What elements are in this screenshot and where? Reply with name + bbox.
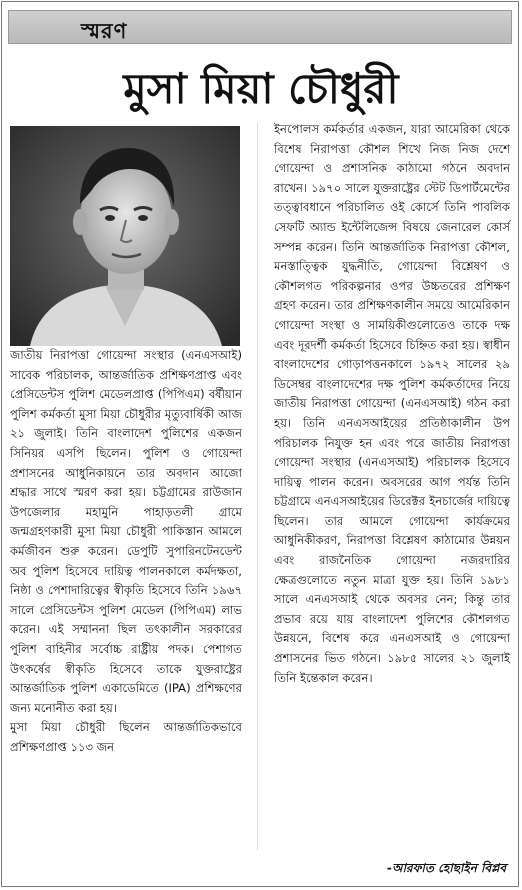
- article-headline: মুসা মিয়া চৌধুরী: [123, 64, 399, 113]
- author-byline: -আরফাত হোছাইন বিপ্লব: [387, 861, 506, 875]
- body-paragraph: ইনপোলস কর্মকর্তার একজন, যারা আমেরিকা থেকে বিশেষ নিরাপত্তা কৌশল শিখে নিজ নিজ দেশে গোয়েন্দা ও প্রশাসনিক কাঠামো গঠনে অবদান রাখেন। ১৯৭০ সালে যুক্তরাষ্ট্রের স্টেট ডিপার্টমেন্টের তত্ত্বাবধানে পরিচালিত ওই কোর্সে তিনি পাবলিক সেফটি অ্যান্ড ইন্টেলিজেন্স বিষয়ে জেনারেল কোর্স সম্পন্ন করেন। তিনি আন্তর্জাতিক নিরাপত্তা কৌশল, মনস্তাত্ত্বিক যুদ্ধনীতি, গোয়েন্দা বিশ্লেষণ ও কৌশলগত পরিকল্পনার ওপর উচ্চতরের প্রশিক্ষণ গ্রহণ করেন। তার প্রশিক্ষণকালীন সময়ে আমেরিকান গোয়েন্দা সংস্থা ও সাময়িকীগুলোতেও তাকে দক্ষ এবং দূরদর্শী কর্মকর্তা হিসেবে চিহ্নিত করা হয়। স্বাধীন বাংলাদেশের গোড়াপত্তনকালে ১৯৭২ সালের ২৯ ডিসেম্বর বাংলাদেশের দক্ষ পুলিশ কর্মকর্তাদের নিয়ে জাতীয় নিরাপত্তা গোয়েন্দা (এনএসআই) গঠন করা হয়। তিনি এনএসআইয়ের প্রতিষ্ঠাকালীন উপ পরিচালক নিযুক্ত হন এবং পরে জাতীয় নিরাপত্তা গোয়েন্দা সংস্থার (এনএসআই) পরিচালক হিসেবে দায়িত্ব পালন করেন। অবসরের আগ পর্যন্ত তিনি চট্টগ্রামে এনএসআইয়ের ডিরেক্টর ইনচার্জের দায়িত্বে ছিলেন। তার আমলে গোয়েন্দা কার্যক্রমের আধুনিকীকরণ, নিরাপত্তা বিশ্লেষণ কাঠামোর উন্নয়ন এবং রাজনৈতিক গোয়েন্দা নজরদারির ক্ষেত্রগুলোতে নতুন মাত্রা যুক্ত হয়। তিনি ১৯৮১ সালে এনএসআই থেকে অবসর নেন; কিন্তু তার প্রভাব রয়ে যায় বাংলাদেশ পুলিশের কৌশলগত উন্নয়নে, বিশেষ করে এনএসআই ও গোয়েন্দা প্রশাসনের ভিত গঠনে। ১৯৮৫ সালের ২১ জুলাই তিনি ইন্তেকাল করেন।: [274, 122, 510, 685]
- column-divider: [257, 122, 258, 850]
- section-label: স্মরণ: [81, 19, 128, 43]
- portrait-illustration: [10, 126, 240, 346]
- body-paragraph: জাতীয় নিরাপত্তা গোয়েন্দা সংস্থার (এনএসআই) সাবেক পরিচালক, আন্তর্জাতিক প্রশিক্ষণপ্রাপ্ত এবং প্রেসিডেন্টস পুলিশ মেডেলপ্রাপ্ত (পিপিএম) বর্ষীয়ান পুলিশ কর্মকর্তা মুসা মিয়া চৌধুরীর মৃত্যুবার্ষিকী আজ ২১ জুলাই। তিনি বাংলাদেশ পুলিশের একজন সিনিয়র এসপি ছিলেন। পুলিশ ও গোয়েন্দা প্রশাসনের আধুনিকায়নে তার অবদান আজো শ্রদ্ধার সাথে স্মরণ করা হয়। চট্টগ্রামের রাউজান উপজেলার মহামুনি পাহাড়তলী গ্রামে জন্মগ্রহণকারী মুসা মিয়া চৌধুরী পাকিস্তান আমলে কর্মজীবন শুরু করেন। ডেপুটি সুপারিনটেনডেন্ট অব পুলিশ হিসেবে দায়িত্ব পালনকালে কর্মদক্ষতা, নিষ্ঠা ও পেশাদারিত্বের স্বীকৃতি হিসেবে তিনি ১৯৬৭ সালে প্রেসিডেন্টস পুলিশ মেডেল (পিপিএম) লাভ করেন। এই সম্মাননা ছিল তৎকালীন সরকারের পুলিশ বাহিনীর সর্বোচ্চ রাষ্ট্রীয় পদক। পেশাগত উৎকর্ষের স্বীকৃতি হিসেবে তাকে যুক্তরাষ্ট্রের আন্তর্জাতিক পুলিশ একাডেমিতে (IPA) প্রশিক্ষণের জন্য মনোনীত করা হয়।: [10, 348, 242, 715]
- portrait-photo: [10, 126, 240, 346]
- body-paragraph: মুসা মিয়া চৌধুরী ছিলেন আন্তর্জাতিকভাবে প্রশিক্ষণপ্রাপ্ত ১১৩ জন: [10, 720, 242, 754]
- article-body-right-column: [274, 120, 510, 688]
- article-body-left-column: [10, 346, 242, 757]
- section-header-bar: [8, 10, 512, 44]
